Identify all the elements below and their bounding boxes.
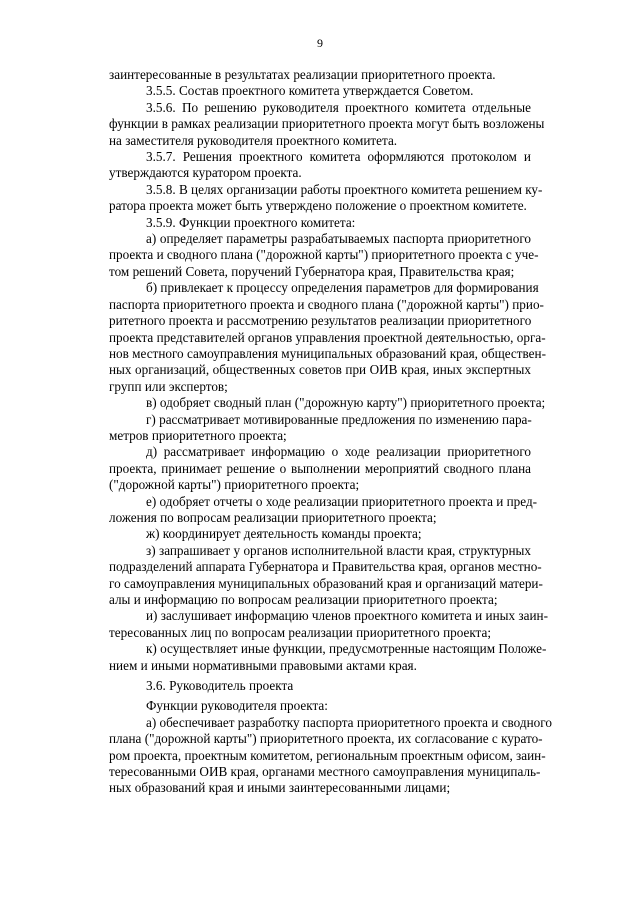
- text-line: 3.5.9. Функции проектного комитета:: [146, 214, 356, 230]
- text-line: а) обеспечивает разработку паспорта приоритетного проекта и сводного: [146, 714, 552, 730]
- text-line: нов местного самоуправления муниципальных образований края, обществен-: [109, 345, 546, 361]
- text-line: е) одобряет отчеты о ходе реализации приоритетного проекта и пред-: [146, 493, 538, 509]
- text-line: ратора проекта может быть утверждено положение о проектном комитете.: [109, 198, 527, 214]
- text-line: тересованными ОИВ края, органами местного самоуправления муниципаль-: [109, 764, 541, 780]
- text-line: тересованных лиц по вопросам реализации приоритетного проекта;: [109, 624, 492, 640]
- paragraph: [109, 526, 531, 542]
- text-line: б) привлекает к процессу определения параметров для формирования: [146, 280, 539, 296]
- text-line: заинтересованные в результатах реализации приоритетного проекта.: [109, 67, 496, 82]
- paragraph: [109, 395, 546, 411]
- text-line: алы и информацию по вопросам реализации приоритетного проекта;: [109, 592, 498, 607]
- text-line: г) рассматривает мотивированные предложения по изменению пара-: [146, 411, 532, 427]
- text-line: ложения по вопросам реализации приоритетного проекта;: [109, 509, 437, 525]
- paragraph: [109, 231, 539, 280]
- text-line: ритетного проекта и рассмотрению результатов реализации приоритетного: [109, 313, 532, 329]
- page-number: 9: [317, 36, 323, 50]
- text-line: том решений Совета, поручений Губернатора края, Правительства края;: [109, 263, 515, 279]
- text-line: функции в рамках реализации приоритетного проекта могут быть возложены: [109, 116, 545, 132]
- text-line: групп или экспертов;: [109, 378, 228, 394]
- text-line: метров приоритетного проекта;: [109, 427, 287, 443]
- text-line: к) осуществляет иные функции, предусмотренные настоящим Положе-: [146, 641, 547, 657]
- paragraph: [109, 444, 531, 493]
- text-line: подразделений аппарата Губернатора и Правительства края, органов местно-: [109, 559, 542, 575]
- text-line: го самоуправления муниципальных образований края и организаций матери-: [109, 575, 543, 591]
- document-body: [109, 67, 552, 797]
- text-line: з) запрашивает у органов исполнительной власти края, структурных: [146, 542, 531, 558]
- paragraph: [109, 493, 538, 527]
- paragraph: [109, 67, 531, 83]
- paragraph: [109, 83, 531, 99]
- text-line: 3.5.5. Состав проектного комитета утверждается Советом.: [146, 83, 474, 99]
- text-line: нием и иными нормативными правовыми актами края.: [109, 657, 417, 673]
- text-line: 3.5.8. В целях организации работы проектного комитета решением ку-: [146, 181, 543, 197]
- paragraph: [109, 714, 552, 797]
- paragraph: [109, 280, 546, 395]
- text-line: проекта и сводного плана ("дорожной карты") приоритетного проекта с уче-: [109, 247, 539, 263]
- paragraph: [109, 542, 543, 609]
- text-line: ром проекта, проектным комитетом, региональным проектным офисом, заин-: [109, 747, 546, 763]
- text-line: в) одобряет сводный план ("дорожную карту") приоритетного проекта;: [146, 395, 546, 411]
- text-line: Функции руководителя проекта:: [146, 698, 328, 714]
- paragraph: [109, 608, 548, 641]
- paragraph: [109, 698, 531, 714]
- text-line: 3.6. Руководитель проекта: [146, 678, 294, 694]
- text-line: на заместителя руководителя проектного комитета.: [109, 132, 398, 148]
- text-line: проекта представителей органов управления проектной деятельностью, орга-: [109, 329, 546, 345]
- text-line: а) определяет параметры разрабатываемых паспорта приоритетного: [146, 231, 531, 247]
- text-line: ных организаций, общественных советов при ОИВ края, иных экспертных: [109, 362, 531, 378]
- text-line: и) заслушивает информацию членов проектного комитета и иных заин-: [146, 608, 548, 624]
- paragraph: [109, 412, 531, 445]
- text-line: ных образований края и иными заинтересованными лицами;: [109, 780, 451, 796]
- paragraph: [109, 181, 543, 215]
- text-line: плана ("дорожной карты") приоритетного проекта, их согласование с курато-: [109, 731, 543, 747]
- text-line: паспорта приоритетного проекта и сводного плана ("дорожной карты") прио-: [109, 296, 544, 312]
- text-line: проекта, принимает решение о выполнении мероприятий сводного плана: [109, 460, 531, 476]
- text-line: 3.5.6. По решению руководителя проектного комитета отдельные: [146, 99, 531, 115]
- text-line: утверждаются куратором проекта.: [109, 165, 302, 181]
- text-line: д) рассматривает информацию о ходе реализации приоритетного: [146, 444, 531, 460]
- paragraph: [109, 678, 531, 694]
- text-line: ж) координирует деятельность команды проекта;: [146, 526, 422, 542]
- paragraph: [109, 149, 531, 182]
- paragraph: [109, 641, 547, 674]
- text-line: ("дорожной карты") приоритетного проекта;: [109, 477, 360, 493]
- paragraph: [109, 215, 531, 231]
- text-line: 3.5.7. Решения проектного комитета оформляются протоколом и: [146, 149, 531, 165]
- paragraph: [109, 99, 545, 149]
